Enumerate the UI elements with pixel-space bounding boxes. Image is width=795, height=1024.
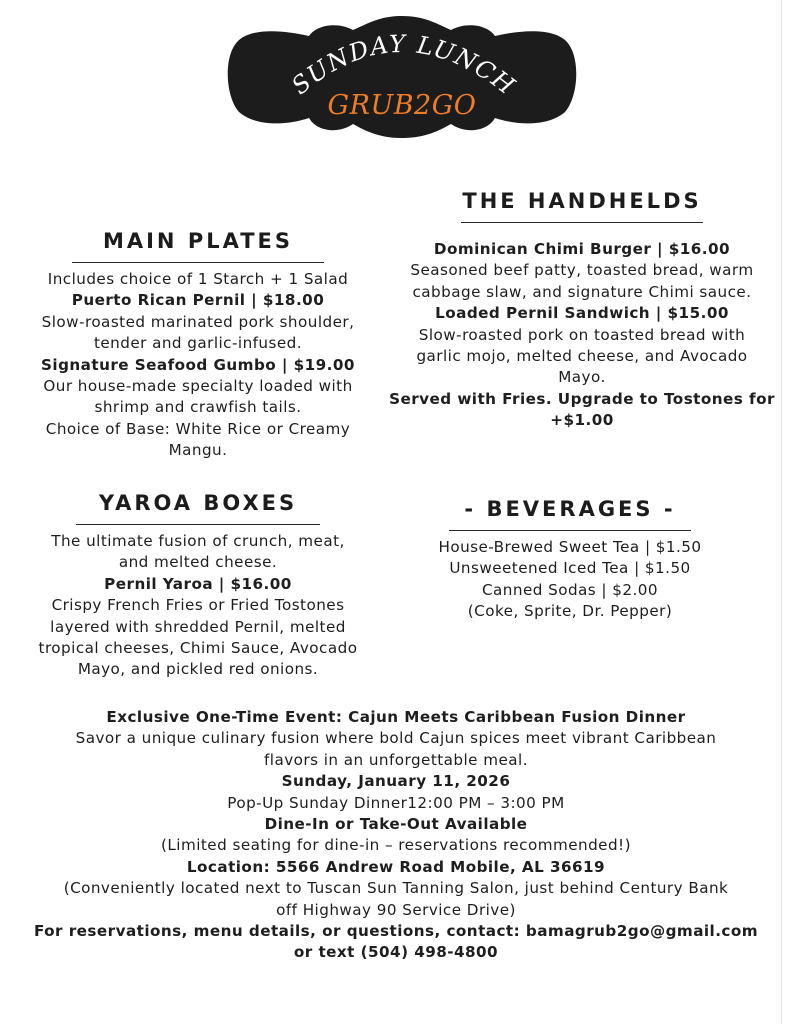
menu-item-desc: Slow-roasted marinated pork shoulder, (41, 312, 355, 331)
main-plates-intro: Includes choice of 1 Starch + 1 Salad (47, 270, 349, 288)
beverage-item: House-Brewed Sweet Tea | $1.50 (438, 538, 702, 556)
handhelds-heading: THE HANDHELDS (462, 189, 702, 213)
event-directions: (Conveniently located next to Tuscan Sun Tanning Salon, just behind Century Bank (63, 879, 729, 898)
logo-title: SUNDAY LUNCH (286, 29, 521, 101)
menu-item-desc: Our house-made specialty loaded with (43, 377, 353, 396)
menu-item-desc: Seasoned beef patty, toasted bread, warm (410, 261, 754, 280)
event-location: Location: 5566 Andrew Road Mobile, AL 36619 (186, 857, 606, 876)
beverage-item: (Coke, Sprite, Dr. Pepper) (467, 602, 673, 621)
beverages-section (372, 496, 768, 623)
menu-item-name: Pernil Yaroa | $16.00 (104, 574, 292, 593)
main-plates-rule (72, 262, 324, 263)
menu-item-desc: Mayo, and pickled red onions. (77, 660, 319, 679)
menu-item-name: Loaded Pernil Sandwich | $15.00 (435, 304, 729, 323)
event-desc: flavors in an unforgettable meal. (263, 750, 528, 769)
logo-brand: GRUB2GO (327, 90, 477, 121)
menu-item-desc: garlic mojo, melted cheese, and Avocado (416, 347, 748, 366)
menu-item-desc: layered with shredded Pernil, melted (50, 617, 346, 636)
logo (225, 14, 579, 140)
event-contact: For reservations, menu details, or questions, contact: bamagrub2go@gmail.com (33, 922, 759, 941)
menu-item-desc: Slow-roasted pork on toasted bread with (418, 325, 746, 344)
event-directions: off Highway 90 Service Drive) (276, 900, 516, 919)
yaroa-rule (76, 524, 320, 525)
beverage-item: Canned Sodas | $2.00 (481, 580, 659, 599)
main-plates-section (12, 228, 384, 462)
yaroa-intro: and melted cheese. (118, 553, 278, 572)
event-date: Sunday, January 11, 2026 (281, 772, 511, 791)
event-seating: (Limited seating for dine-in – reservations recommended!) (161, 836, 631, 855)
main-plates-heading: MAIN PLATES (102, 229, 294, 253)
menu-item-desc: cabbage slaw, and signature Chimi sauce. (412, 282, 752, 301)
handhelds-rule (461, 222, 703, 223)
menu-item-desc: Mayo. (558, 368, 606, 387)
event-section (6, 707, 786, 964)
menu-item-desc: Choice of Base: White Rice or Creamy (45, 419, 351, 438)
event-dine: Dine-In or Take-Out Available (264, 815, 528, 834)
event-desc: Savor a unique culinary fusion where bold Cajun spices meet vibrant Caribbean (75, 729, 717, 748)
beverages-rule (449, 530, 691, 531)
menu-item-desc: shrimp and crawfish tails. (94, 398, 302, 417)
beverage-item: Unsweetened Iced Tea | $1.50 (449, 559, 691, 578)
menu-item-name: Puerto Rican Pernil | $18.00 (71, 291, 325, 310)
yaroa-intro: The ultimate fusion of crunch, meat, (51, 532, 345, 550)
menu-item-name: Dominican Chimi Burger | $16.00 (433, 240, 731, 258)
menu-item-desc: Mangu. (168, 441, 228, 460)
beverages-heading: - BEVERAGES - (464, 497, 676, 521)
event-title: Exclusive One-Time Event: Cajun Meets Caribbean Fusion Dinner (106, 708, 686, 726)
handhelds-note: +$1.00 (550, 411, 614, 430)
event-contact: or text (504) 498-4800 (293, 943, 499, 962)
event-time: Pop-Up Sunday Dinner12:00 PM – 3:00 PM (227, 793, 565, 812)
menu-item-desc: Crispy French Fries or Fried Tostones (51, 596, 345, 615)
menu-item-name: Signature Seafood Gumbo | $19.00 (41, 355, 355, 374)
handhelds-note: Served with Fries. Upgrade to Tostones for (389, 389, 775, 408)
handhelds-section (384, 188, 780, 432)
menu-item-desc: tender and garlic-infused. (93, 334, 303, 353)
menu-item-desc: tropical cheeses, Chimi Sauce, Avocado (38, 639, 358, 658)
yaroa-heading: YAROA BOXES (98, 491, 298, 515)
yaroa-section (12, 490, 384, 681)
